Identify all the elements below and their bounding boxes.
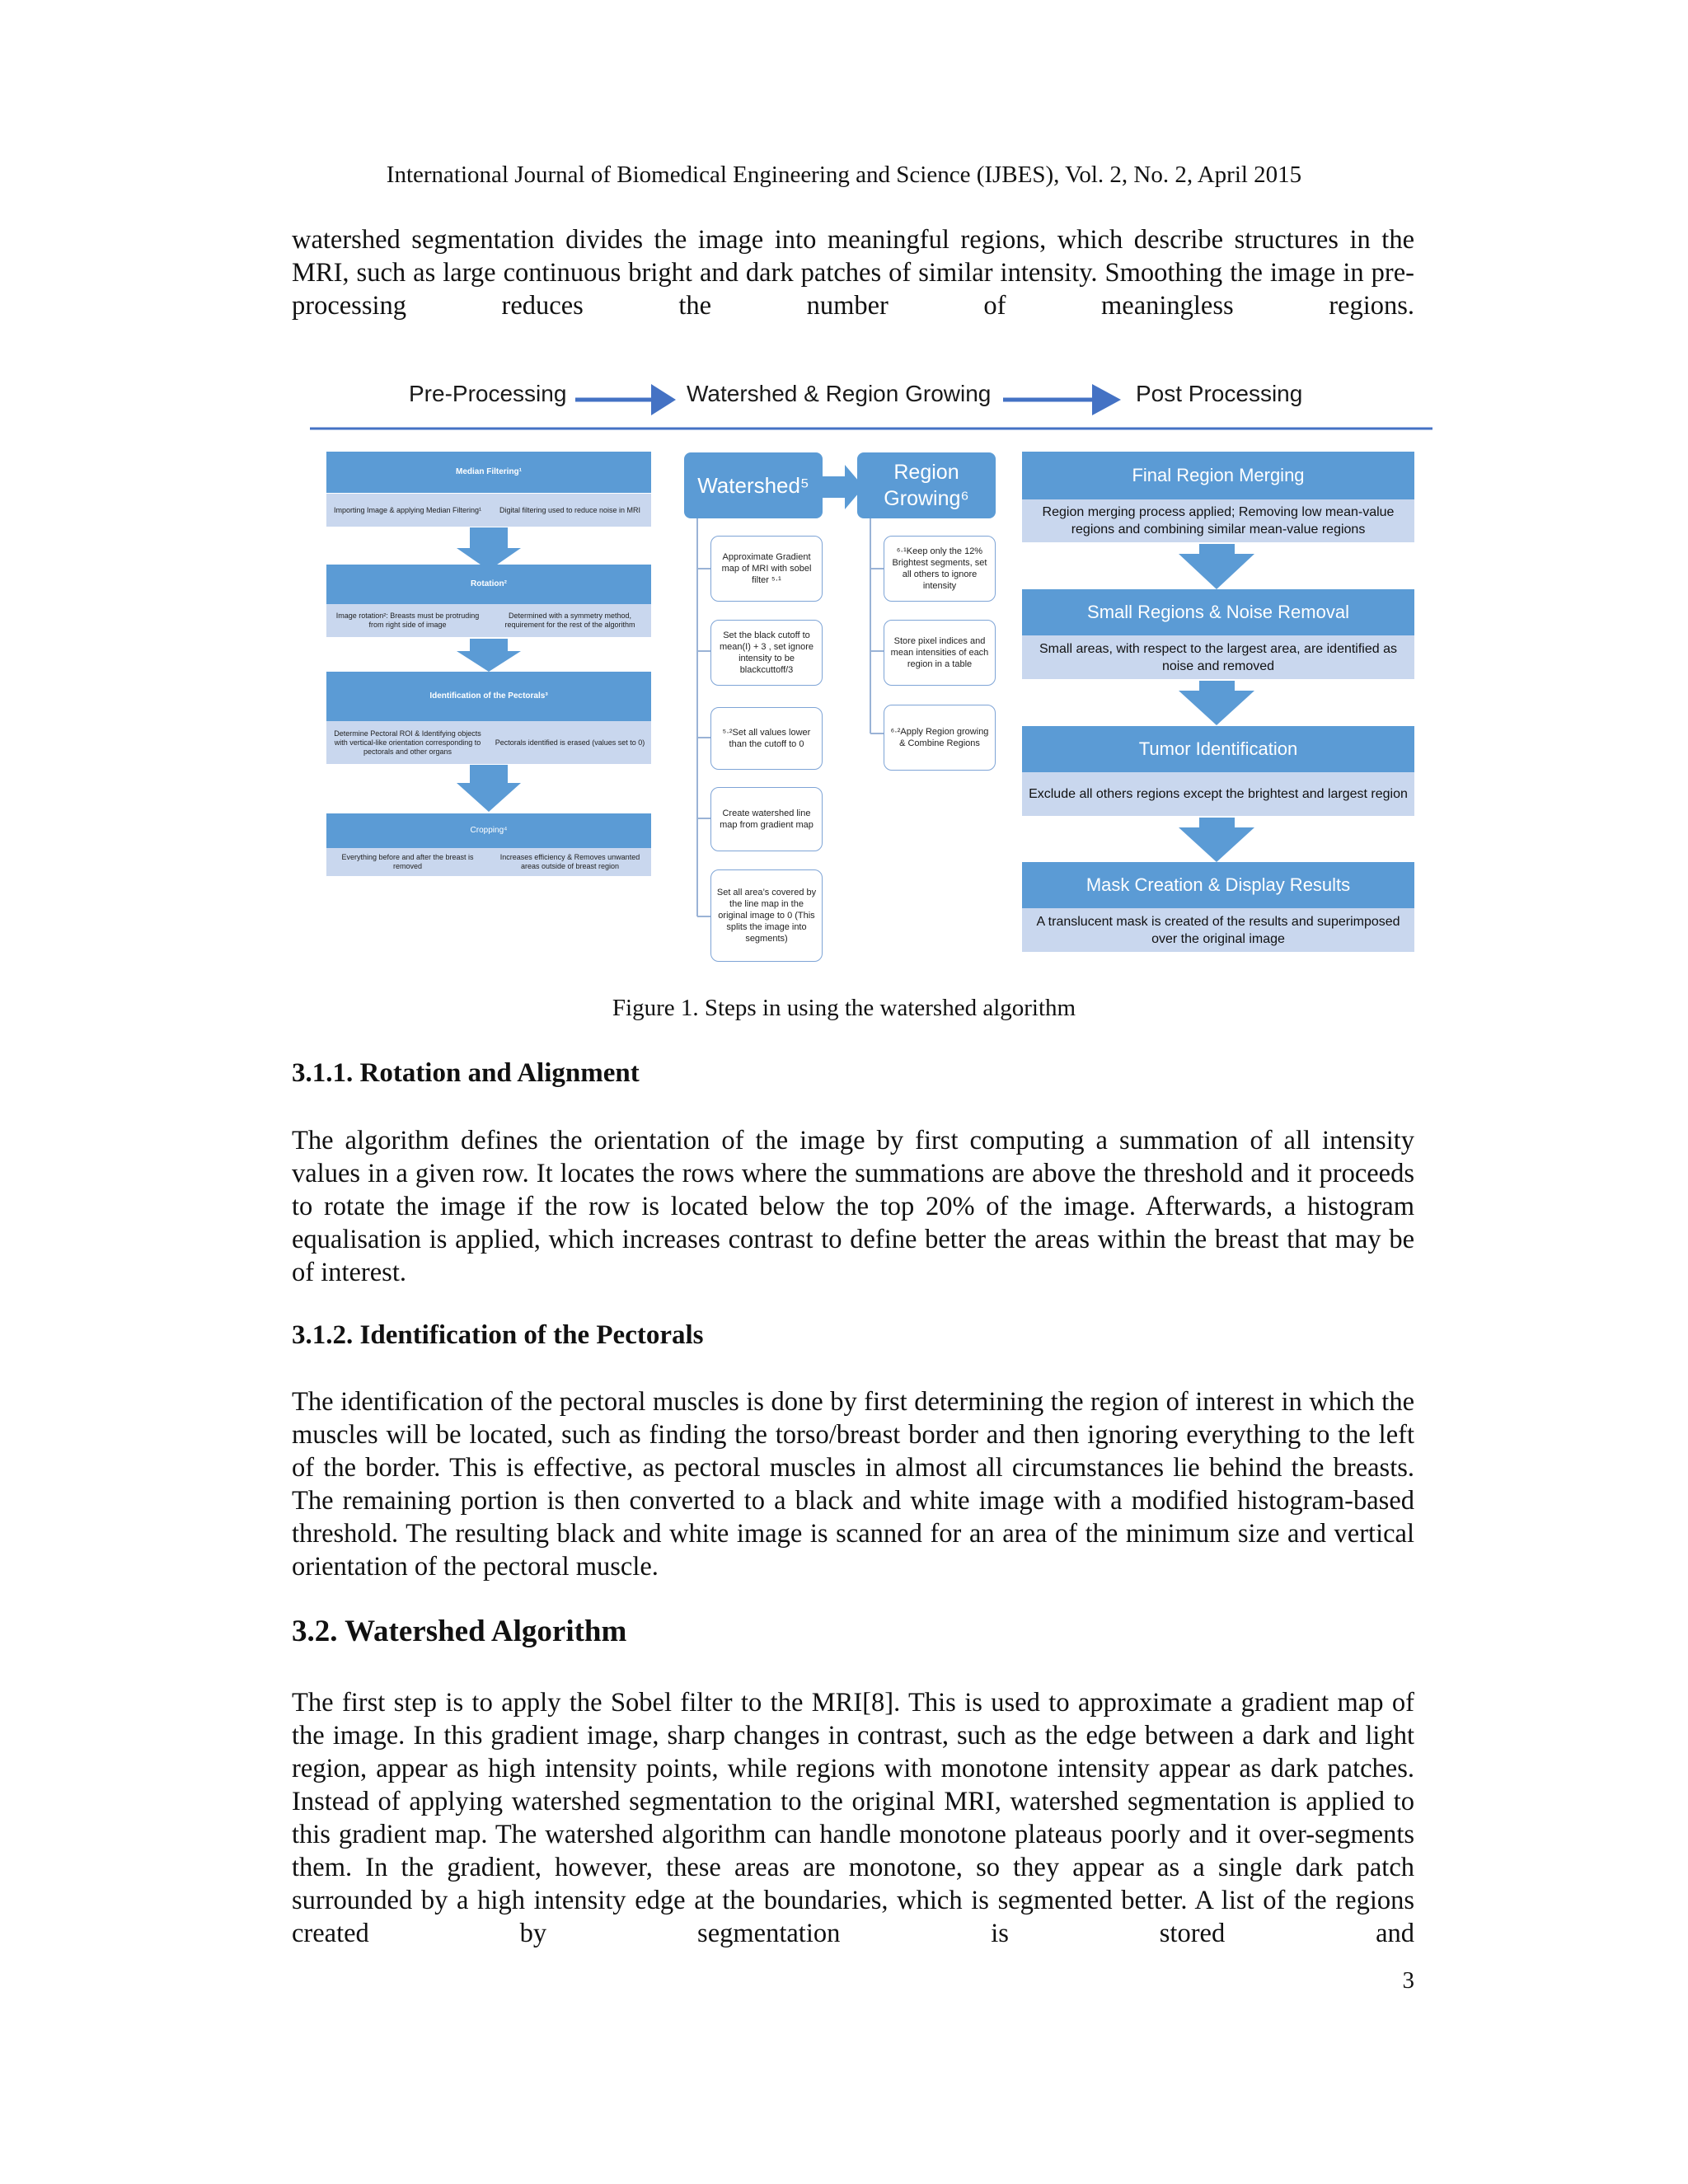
pre-step-title: Median Filtering¹ bbox=[326, 452, 651, 493]
pre-step-title: Cropping⁴ bbox=[326, 813, 651, 848]
section-heading: 3.1.1. Rotation and Alignment bbox=[292, 1058, 640, 1088]
down-arrow-icon bbox=[457, 639, 521, 672]
section-heading: 3.1.2. Identification of the Pectorals bbox=[292, 1320, 704, 1350]
post-step-title: Tumor Identification bbox=[1022, 726, 1414, 772]
post-step-desc: Region merging process applied; Removing low mean-value regions and combining similar mean-value regions bbox=[1022, 499, 1414, 542]
section-paragraph: The first step is to apply the Sobel filter to the MRI[8]. This is used to approximate a gradient map of the image. In this gradient image, sharp changes in contrast, such as the edge between a dark and light region, appear as high intensity points, while regions with monotone intensity appear as dark patches. Instead of applying watershed segmentation to the original MRI, watershed segmentation is applied to this gradient map. The watershed algorithm can handle monotone plateaus poorly and it over-segments them. In the gradient, however, these areas are monotone, so they appear as a single dark patch surrounded by a high intensity edge at the boundaries, which is segmented better. A list of the regions created by segmentation is stored and bbox=[292, 1688, 1414, 1948]
down-arrow-icon bbox=[457, 527, 521, 570]
pre-step-details bbox=[326, 494, 651, 527]
pre-step-title: Identification of the Pectorals³ bbox=[326, 672, 651, 721]
region-growing-step: ⁶·²Apply Region growing & Combine Regions bbox=[884, 705, 996, 771]
figure-caption: Figure 1. Steps in using the watershed algorithm bbox=[612, 995, 1076, 1021]
post-step-desc: Exclude all others regions except the brightest and largest region bbox=[1022, 772, 1414, 816]
section-heading: 3.2. Watershed Algorithm bbox=[292, 1615, 627, 1648]
down-arrow-icon bbox=[1179, 544, 1254, 589]
post-step-title: Small Regions & Noise Removal bbox=[1022, 589, 1414, 635]
watershed-step: Set all area’s covered by the line map in the original image to 0 (This splits the image into segments) bbox=[710, 869, 823, 962]
watershed-step: Approximate Gradient map of MRI with sobel filter ⁵·¹ bbox=[710, 536, 823, 602]
section-paragraph: The algorithm defines the orientation of the image by first computing a summation of all intensity values in a given row. It locates the rows where the summations are above the threshold and it proceeds to rotate the image if the row is located below the top 20% of the image. Afterwards, a histogram equalisation is applied, which increases contrast to define better the areas within the breast that may be of interest. bbox=[292, 1126, 1414, 1287]
down-arrow-icon bbox=[457, 765, 521, 812]
watershed-step: Set the black cutoff to mean(I) + 3 , set ignore intensity to be blackcuttoff/3 bbox=[710, 620, 823, 686]
page-number: 3 bbox=[1402, 1967, 1414, 1994]
stage-postprocessing: Post Processing bbox=[1136, 381, 1303, 406]
journal-header: International Journal of Biomedical Engineering and Science (IJBES), Vol. 2, No. 2, April 2015 bbox=[386, 162, 1302, 188]
pre-step-left: Image rotation²: Breasts must be protruding from right side of image bbox=[335, 612, 480, 629]
region-growing-step: ⁶·¹Keep only the 12% Brightest segments, set all others to ignore intensity bbox=[884, 536, 996, 602]
arrow-head-icon bbox=[651, 384, 676, 415]
region-growing-step: Store pixel indices and mean intensities of each region in a table bbox=[884, 620, 996, 686]
watershed-title: Watershed⁵ bbox=[684, 452, 823, 518]
watershed-step: Create watershed line map from gradient map bbox=[710, 787, 823, 851]
pre-step-right: Pectorals identified is erased (values set to 0) bbox=[495, 738, 645, 747]
pre-step-left: Everything before and after the breast is removed bbox=[341, 853, 474, 870]
pre-step-left: Determine Pectoral ROI & Identifying objects with vertical-like orientation corresponding to pectorals and other organs bbox=[334, 729, 481, 756]
stage-watershed-region-growing: Watershed & Region Growing bbox=[687, 381, 992, 406]
arrow-head-icon bbox=[1092, 384, 1121, 415]
post-step-title: Mask Creation & Display Results bbox=[1022, 862, 1414, 908]
pre-step-title: Rotation² bbox=[326, 565, 651, 604]
section-paragraph: The identification of the pectoral muscles is done by first determining the region of interest in which the muscles will be located, such as finding the torso/breast border and then ignoring everything to the left of the border. This is effective, as pectoral muscles in almost all circumstances lie behind the breasts. The remaining portion is then converted to a black and white image with a modified histogram-based threshold. The resulting black and white image is scanned for an area of the minimum size and vertical orientation of the pectoral muscle. bbox=[292, 1387, 1414, 1582]
pre-step-details bbox=[326, 848, 651, 876]
region-growing-title: Region Growing⁶ bbox=[857, 452, 996, 518]
post-step-desc: A translucent mask is created of the results and superimposed over the original image bbox=[1022, 908, 1414, 952]
figure-1 bbox=[0, 0, 1688, 989]
right-arrow-icon bbox=[816, 465, 864, 509]
post-step-title: Final Region Merging bbox=[1022, 452, 1414, 499]
stage-preprocessing: Pre-Processing bbox=[409, 381, 567, 406]
pre-step-details bbox=[326, 604, 651, 637]
figure-connectors bbox=[0, 0, 1688, 989]
pre-step-right: Digital filtering used to reduce noise in MRI bbox=[499, 505, 641, 514]
intro-paragraph: watershed segmentation divides the image into meaningful regions, which describe structures in the MRI, such as large continuous bright and dark patches of similar intensity. Smoothing the image in pre-processing reduces the number of meaningless regions. bbox=[292, 225, 1414, 321]
pre-step-right: Increases efficiency & Removes unwanted areas outside of breast region bbox=[499, 853, 640, 870]
watershed-step: ⁵·²Set all values lower than the cutoff to 0 bbox=[710, 707, 823, 770]
down-arrow-icon bbox=[1179, 681, 1254, 725]
down-arrow-icon bbox=[1179, 818, 1254, 862]
pre-step-details bbox=[326, 721, 651, 764]
pre-step-right: Determined with a symmetry method, requirement for the rest of the algorithm bbox=[504, 612, 635, 629]
post-step-desc: Small areas, with respect to the largest area, are identified as noise and removed bbox=[1022, 635, 1414, 679]
pre-step-left: Importing Image & applying Median Filtering¹ bbox=[333, 505, 482, 514]
